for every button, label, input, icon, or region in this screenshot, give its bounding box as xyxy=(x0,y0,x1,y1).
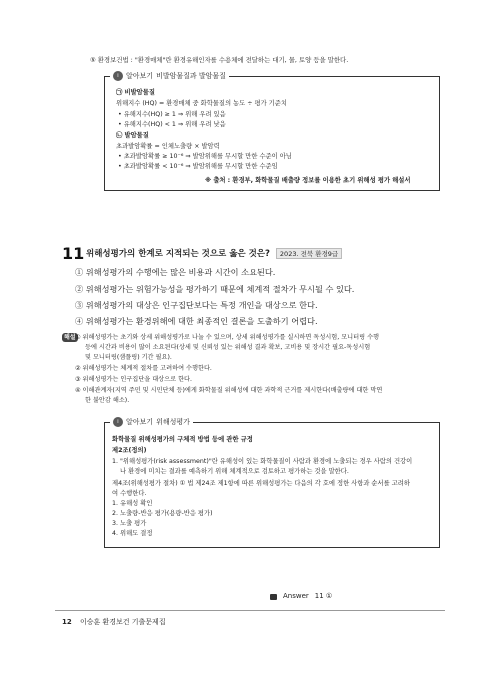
solution-badge: 해설 xyxy=(64,334,76,341)
option-3[interactable]: ③ 위해성평가의 대상은 인구집단보다는 특정 개인을 대상으로 한다. xyxy=(75,300,318,310)
lock-icon xyxy=(270,594,277,600)
box2-line: 여 수행한다. xyxy=(112,490,147,497)
box2-line: 3. 노출 평가 xyxy=(112,520,147,527)
info-box-tab xyxy=(110,71,229,81)
box1-line: ㉡ 발암물질 xyxy=(116,132,149,139)
box2-line: 1. "위해성평가(risk assessment)"란 유해성이 있는 화학물질이 사람과 환경에 노출되는 경우 사람의 건강이 xyxy=(112,458,413,465)
tab-prefix: 알아보기 xyxy=(126,72,154,80)
box2-line: 제4조(위해성평가 절차) ① 법 제24조 제1항에 따른 위해성평가는 다음의 각 호에 정한 사항과 순서를 고려하 xyxy=(112,480,410,487)
item-5-text: ⑤ 환경보건법 : "환경매체"란 환경유해인자를 수용체에 전달하는 대기, 물, 토양 등을 말한다. xyxy=(90,56,349,64)
tab-label-text: 위해성평가 xyxy=(156,418,190,426)
box1-line: • 유해지수(HQ) < 1 ⇒ 위해 우려 낮음 xyxy=(118,121,226,128)
solution-line: 및 모니터링(샘플링) 기간 필요). xyxy=(85,354,172,361)
book-title: 이승훈 환경보건 기출문제집 xyxy=(79,618,166,626)
footer-divider xyxy=(55,610,445,611)
question-text xyxy=(86,247,342,259)
box1-line: ㉠ 비발암물질 xyxy=(116,89,155,96)
answer-value: 11 ① xyxy=(314,592,333,600)
option-2[interactable]: ② 위해성평가는 위험가능성을 평가하기 때문에 체계적 절차가 무시될 수 있다. xyxy=(75,284,355,294)
box2-line: 1. 유해성 확인 xyxy=(112,500,153,507)
solution-line: 한 불안감 해소). xyxy=(85,397,130,404)
box1-source: ※ 출처 : 환경부, 화학물질 배출량 정보를 이용한 초기 위해성 평가 해설서 xyxy=(205,177,411,184)
tab-label-text: 비발암물질과 발암물질 xyxy=(156,72,226,80)
option-1[interactable]: ① 위해성평가의 수행에는 많은 비용과 시간이 소요된다. xyxy=(75,267,276,277)
box2-line: 4. 위해도 결정 xyxy=(112,530,153,537)
question-number: 11 xyxy=(62,244,85,263)
solution-line: ② 위해성평가는 체계적 절차를 고려하여 수행한다. xyxy=(75,365,212,372)
tab-prefix: 알아보기 xyxy=(126,418,154,426)
solution-line: 등에 시간과 비용이 많이 소요된다(상세 및 신뢰성 있는 위해성 결과 확보, 고비용 및 장시간 필요-독성시험 xyxy=(85,344,371,351)
box2-line: 2. 노출량-반응 평가(용량-반응 평가) xyxy=(112,510,213,517)
box1-line: 초과발암확률 = 인체노출량 × 발암력 xyxy=(116,143,220,150)
box2-line: 제2조(정의) xyxy=(112,447,147,454)
box1-line: • 초과발암확률 < 10⁻⁶ ⇒ 발암위해를 무시할 만한 수준임 xyxy=(118,163,278,170)
answer-label: Answer xyxy=(283,592,309,600)
box2-line: 나 환경에 미치는 결과를 예측하기 위해 체계적으로 검토하고 평가하는 것을 말한다. xyxy=(120,468,349,475)
box1-line: 위해지수 (HQ) = 환경매체 중 화학물질의 농도 ÷ 평가 기준치 xyxy=(116,100,287,107)
solution-line: ③ 위해성평가는 인구집단을 대상으로 한다. xyxy=(75,376,192,383)
option-4[interactable]: ④ 위해성평가는 환경위해에 대한 최종적인 결론을 도출하기 어렵다. xyxy=(75,316,318,326)
info-box-tab xyxy=(110,417,193,427)
info-icon: i xyxy=(113,417,123,427)
question-stem: 위해성평가의 한계로 지적되는 것으로 옳은 것은? xyxy=(86,249,270,259)
exam-tag: 2023. 전북 환경9급 xyxy=(276,248,342,259)
footer xyxy=(62,617,166,627)
page-number: 12 xyxy=(62,618,72,626)
box2-line: 화학물질 위해성평가의 구체적 방법 등에 관한 규정 xyxy=(112,436,253,443)
answer-area xyxy=(270,592,332,600)
box1-line: • 초과발암확률 ≥ 10⁻⁶ ⇒ 발암위해를 무시할 만한 수준이 아님 xyxy=(118,153,292,160)
box1-line: • 유해지수(HQ) ≥ 1 ⇒ 위해 우려 있음 xyxy=(118,111,226,118)
solution-line: ④ 이해관계자(지역 주민 및 시민단체 등)에게 화학물질 위해성에 대한 과학적 근거를 제시한다(배출량에 대한 막연 xyxy=(75,387,383,394)
solution-line: ① 위해성평가는 초기와 상세 위해성평가로 나눌 수 있으며, 상세 위해성평가를 실시하면 독성시험, 모니터링 수행 xyxy=(75,334,380,341)
info-icon: i xyxy=(113,71,123,81)
